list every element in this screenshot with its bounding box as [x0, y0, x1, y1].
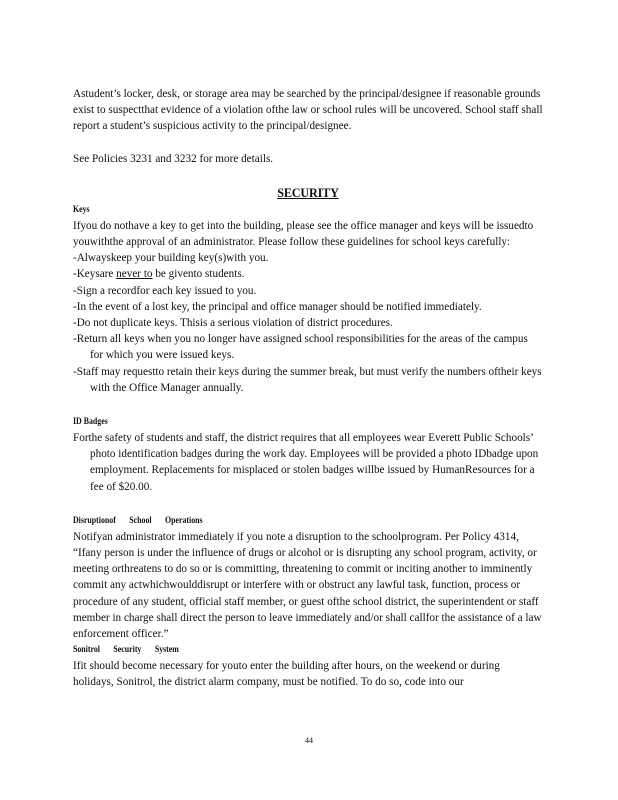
keys-guideline-5: -Do not duplicate keys. Thisis a serious violation of district procedures.: [73, 317, 393, 330]
document-page: [73, 86, 543, 691]
disruption-subheading: Disruptionof School Operations: [73, 514, 203, 526]
disruption-paragraph: Notifyan administrator immediately if you note a disruption to the schoolprogram. Per Policy 4314, “Ifany person is under the influence of drugs or alcohol or is disrupting any school program, activity, or meeting orthreatens to do so or is committing, threatening to commit or inciting another to imminently commit any actwhichwoulddisrupt or interfere with or obstruct any lawful task, function, process or procedure of any student, official staff member, or guest ofthe school district, the superintendent or staff member in charge shall direct the person to leave immediately and/or shall callfor the assistance of a law enforcement officer.”: [73, 530, 542, 641]
page-number: 44: [305, 736, 313, 745]
keys-subheading: Keys: [73, 203, 90, 215]
keys-guideline-2-end: be givento students.: [152, 268, 245, 281]
security-heading: SECURITY: [277, 185, 339, 200]
id-badges-paragraph: Forthe safety of students and staff, the district requires that all employees wear Everett Public Schools’ photo identification badges during the work day. Employees will be provided a photo IDbadge upon employment. Replacements for misplaced or stolen badges willbe issued by HumanResources for a fee of $20.00.: [73, 432, 539, 493]
spacer: [73, 167, 543, 185]
keys-guideline-4: -In the event of a lost key, the principal and office manager should be notified immediately.: [73, 300, 482, 313]
keys-guideline-6: -Return all keys when you no longer have assigned school responsibilities for the areas of the campus for which you were issued keys.: [73, 333, 528, 362]
keys-guideline-2: [73, 266, 543, 282]
keys-guideline-3: -Sign a recordfor each key issued to you.: [73, 284, 257, 297]
spacer: [73, 135, 543, 151]
sonitrol-subheading: Sonitrol Security System: [73, 644, 179, 656]
keys-guideline-7: -Staff may requestto retain their keys during the summer break, but must verify the numbers oftheir keys with the Office Manager annually.: [73, 365, 542, 394]
spacer: [73, 495, 543, 513]
policies-reference: See Policies 3231 and 3232 for more details.: [73, 152, 274, 165]
spacer: [73, 396, 543, 414]
keys-guideline-2-start: -Keysare: [73, 268, 117, 281]
keys-guideline-2-emphasis: never to: [116, 268, 153, 281]
keys-intro: Ifyou do nothave a key to get into the building, please see the office manager and keys will be issuedto youwiththe approval of an administrator. Please follow these guidelines for school keys carefully:: [73, 219, 534, 249]
locker-search-paragraph: Astudent’s locker, desk, or storage area may be searched by the principal/designee if reasonable grounds exist to suspectthat evidence of a violation ofthe law or school rules will be uncovered. School staff shall report a student’s suspicious activity to the principal/designee.: [73, 88, 543, 133]
sonitrol-paragraph: Ifit should become necessary for youto enter the building after hours, on the weekend or during holidays, Sonitrol, the district alarm company, must be notified. To do so, code into our: [73, 660, 500, 689]
id-badges-subheading: ID Badges: [73, 416, 108, 428]
keys-guideline-1: -Alwayskeep your building key(s)with you.: [73, 252, 269, 265]
